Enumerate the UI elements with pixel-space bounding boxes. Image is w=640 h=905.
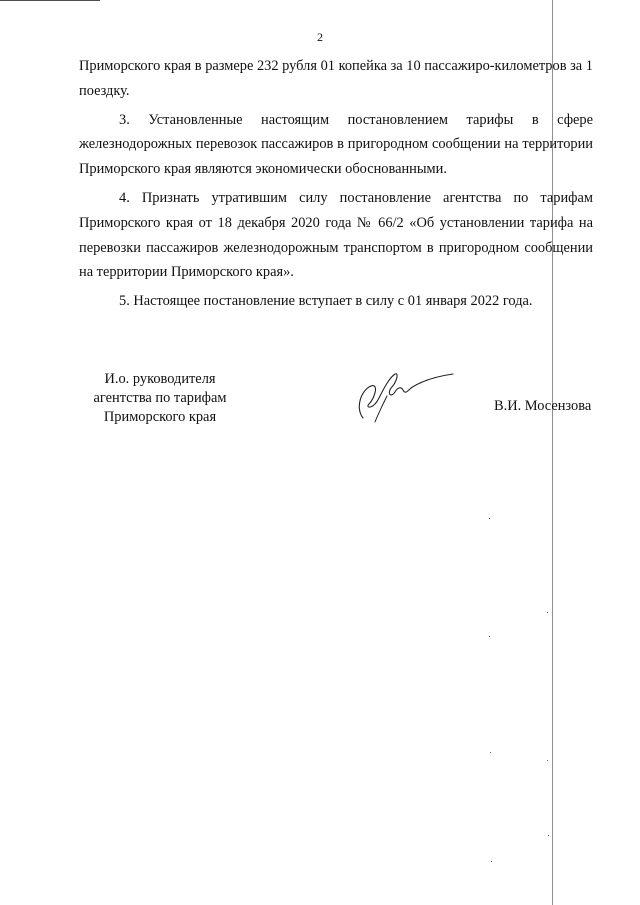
signer-position-line-3: Приморского края [103,409,217,425]
paragraph-4: 4. Признать утратившим силу постановление агентства по тарифам Приморского края от 18 декабря 2020 года № 66/2 «Об установлении тарифа на перевозки пассажиров железнодорожным транспортом в пригородном сообщении на территории Приморского края». [79,189,593,281]
signer-position-line-2: агентства по тарифам [93,390,227,406]
corner-rule [0,0,100,1]
page-number: 2 [317,30,323,44]
paragraph-5: 5. Настоящее постановление вступает в силу с 01 января 2022 года. [119,293,533,310]
signer-name: В.И. Мосензова [494,398,592,414]
signer-position-line-1: И.о. руководителя [104,371,216,387]
handwritten-signature [345,368,455,426]
paragraph-continuation: Приморского края в размере 232 рубля 01 копейка за 10 пассажиро-километров за 1 поездку. [79,58,593,99]
paragraph-3: 3. Установленные настоящим постановлением тарифы в сфере железнодорожных перевозок пассажиров в пригородном сообщении на территории Приморского края являются экономически обоснованными. [79,111,593,178]
signer-position [78,370,242,427]
document-body [79,54,593,314]
